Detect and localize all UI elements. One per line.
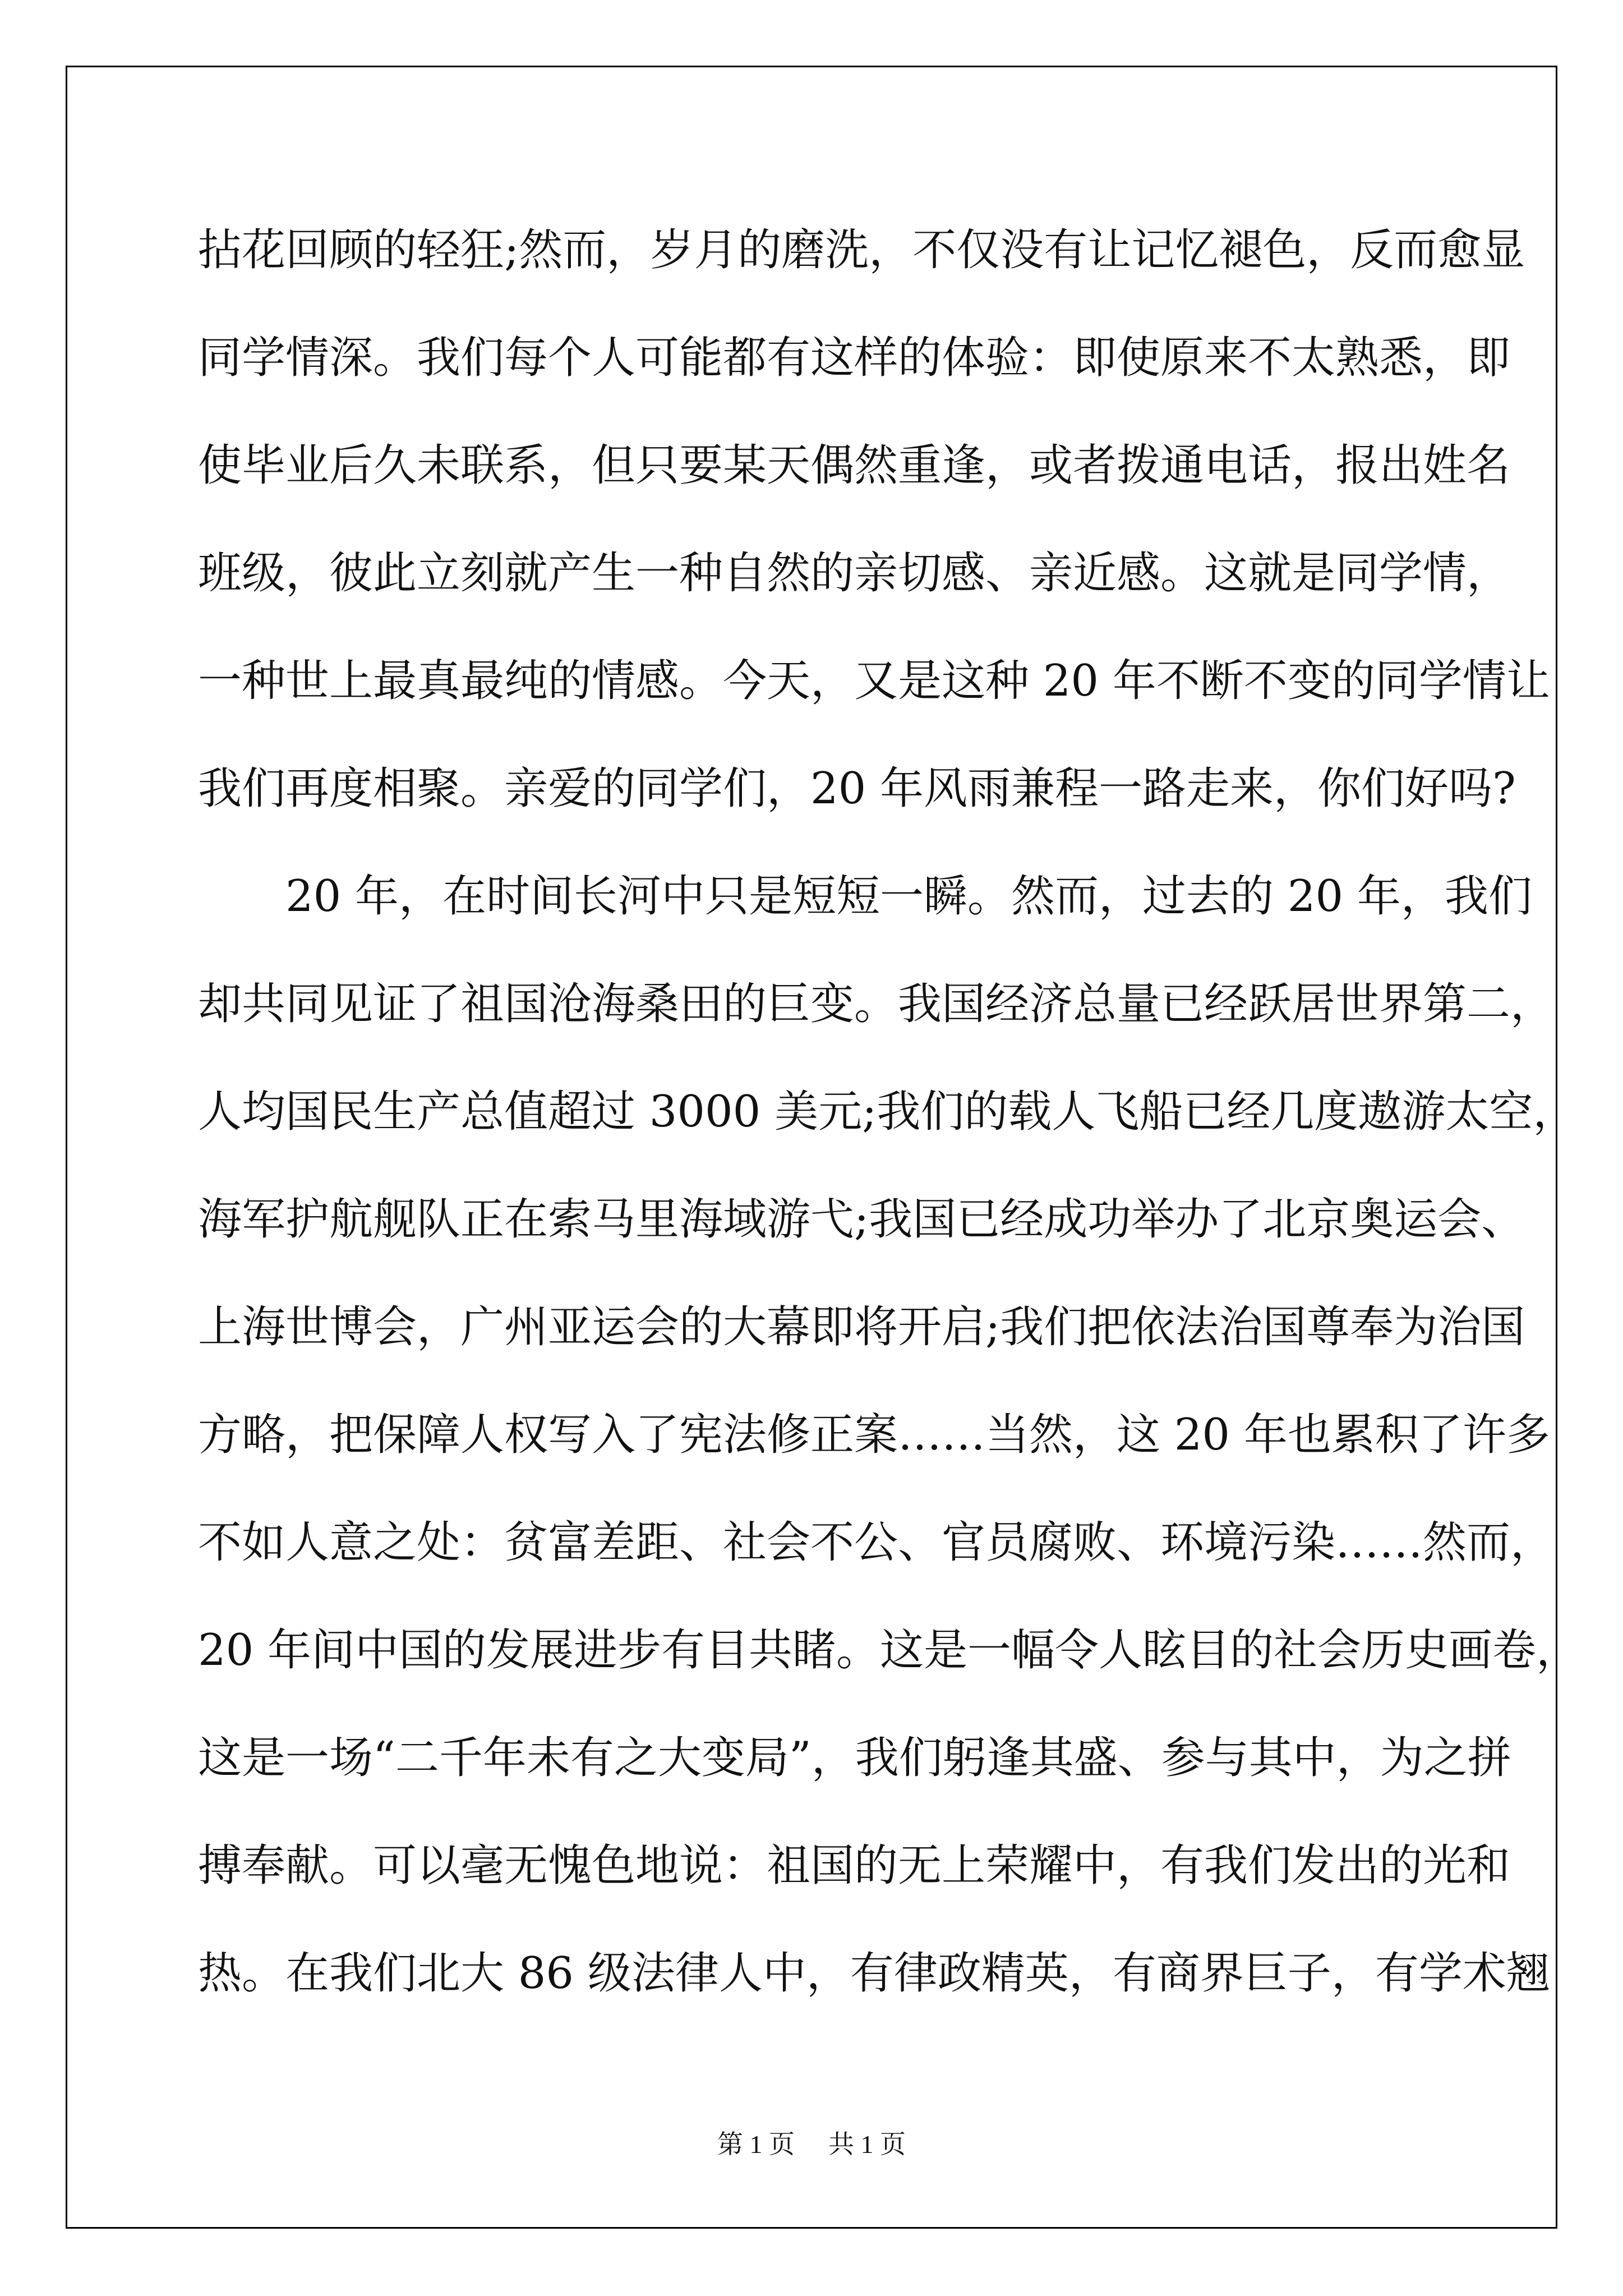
text-line: 海军护航舰队正在索马里海域游弋;我国已经成功举办了北京奥运会、	[198, 1194, 1525, 1245]
text-line: 我们再度相聚。亲爱的同学们，20 年风雨兼程一路走来，你们好吗?	[198, 763, 1516, 814]
page-footer	[0, 2124, 1623, 2161]
text-line: 20 年间中国的发展进步有目共睹。这是一幅令人眩目的社会历史画卷，	[198, 1625, 1580, 1676]
text-line: 人均国民生产总值超过 3000 美元;我们的载人飞船已经几度遨游太空，	[198, 1087, 1577, 1137]
text-line: 一种世上最真最纯的情感。今天，又是这种 20 年不断不变的同学情让	[198, 656, 1550, 706]
text-line: 上海世博会，广州亚运会的大幕即将开启;我们把依法治国尊奉为治国	[198, 1302, 1525, 1352]
text-line: 热。在我们北大 86 级法律人中，有律政精英，有商界巨子，有学术翘	[198, 1948, 1550, 1999]
text-line: 方略，把保障人权写入了宪法修正案……当然，这 20 年也累积了许多	[198, 1410, 1550, 1460]
text-line-paragraph-start: 20 年，在时间长河中只是短短一瞬。然而，过去的 20 年，我们	[285, 871, 1532, 922]
document-body	[198, 219, 1580, 2050]
text-line: 班级，彼此立刻就产生一种自然的亲切感、亲近感。这就是同学情，	[198, 548, 1511, 599]
text-line: 使毕业后久未联系，但只要某天偶然重逢，或者拨通电话，报出姓名	[198, 440, 1511, 491]
text-line: 却共同见证了祖国沧海桑田的巨变。我国经济总量已经跃居世界第二，	[198, 979, 1555, 1029]
text-line: 拈花回顾的轻狂;然而，岁月的磨洗，不仅没有让记忆褪色，反而愈显	[198, 225, 1525, 275]
text-line: 同学情深。我们每个人可能都有这样的体验：即使原来不太熟悉，即	[198, 333, 1511, 383]
text-line: 搏奉献。可以毫无愧色地说：祖国的无上荣耀中，有我们发出的光和	[198, 1841, 1511, 1891]
page-number-current: 第 1 页	[717, 2130, 795, 2159]
text-line: 不如人意之处：贫富差距、社会不公、官员腐败、环境污染……然而，	[198, 1517, 1555, 1568]
text-line: 这是一场“二千年未有之大变局”，我们躬逢其盛、参与其中，为之拼	[198, 1733, 1511, 1783]
page-number-total: 共 1 页	[828, 2130, 906, 2159]
